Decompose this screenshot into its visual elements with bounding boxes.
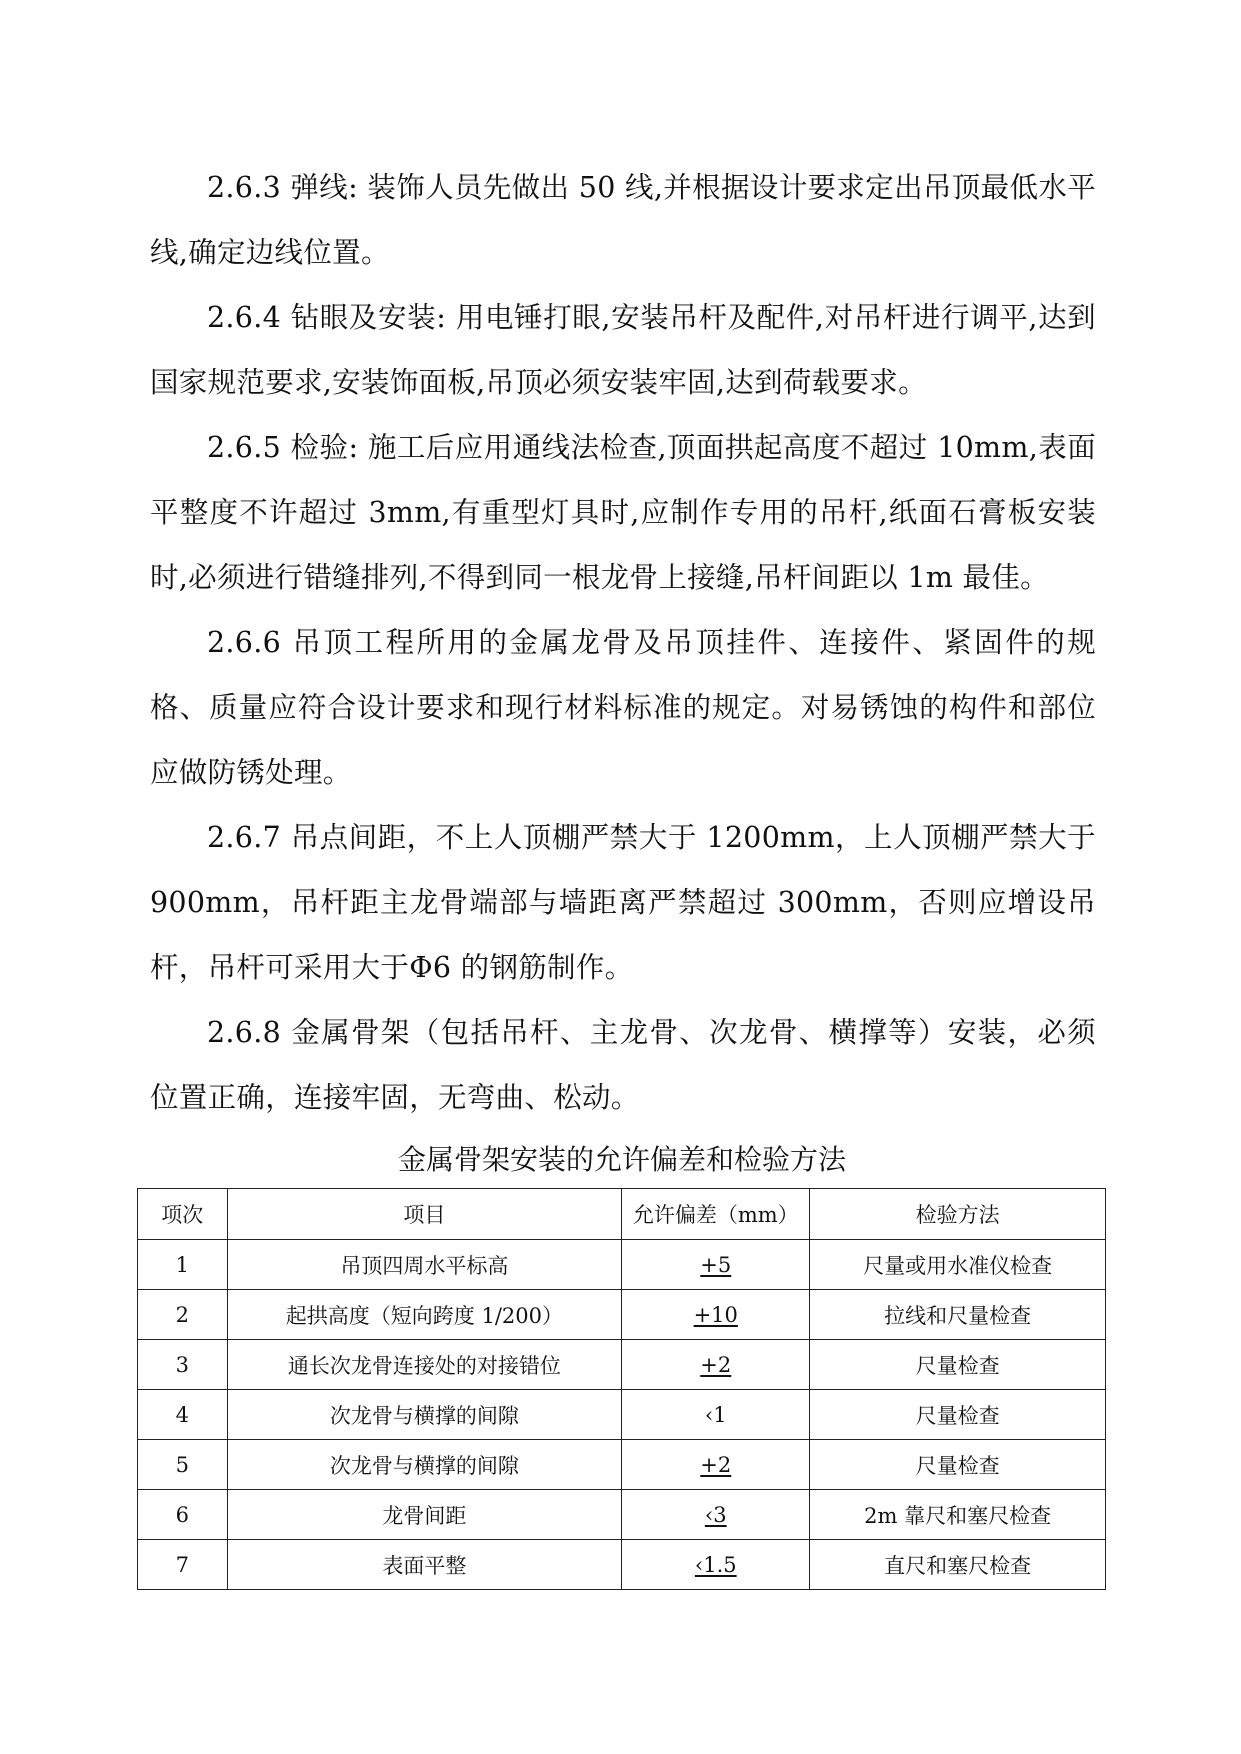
row-no: 2	[138, 1290, 228, 1340]
row-method: 尺量检查	[810, 1440, 1106, 1490]
table-row	[138, 1540, 1106, 1590]
header-no: 项次	[138, 1189, 228, 1240]
header-item: 项目	[227, 1189, 622, 1240]
paragraph-2-6-5: 2.6.5 检验: 施工后应用通线法检查,顶面拱起高度不超过 10mm,表面平整度不许超过 3mm,有重型灯具时,应制作专用的吊杆,纸面石膏板安装时,必须进行错缝排列,不得到同一根龙骨上接缝,吊杆间距以 1m 最佳。	[150, 431, 1096, 594]
table-row	[138, 1340, 1106, 1390]
tolerance-value: ‹3	[704, 1502, 727, 1527]
row-tolerance	[622, 1340, 810, 1390]
table-row	[138, 1440, 1106, 1490]
row-method: 尺量检查	[810, 1340, 1106, 1390]
header-tolerance: 允许偏差（mm）	[622, 1189, 810, 1240]
row-no: 3	[138, 1340, 228, 1390]
row-no: 4	[138, 1390, 228, 1440]
paragraph-2-6-4: 2.6.4 钻眼及安装: 用电锤打眼,安装吊杆及配件,对吊杆进行调平,达到国家规范要求,安装饰面板,吊顶必须安装牢固,达到荷载要求。	[150, 301, 1096, 399]
row-method: 尺量检查	[810, 1390, 1106, 1440]
tolerance-value: ‹1.5	[694, 1552, 737, 1577]
table-title: 金属骨架安装的允许偏差和检验方法	[397, 1143, 846, 1176]
row-item: 次龙骨与横撑的间隙	[227, 1440, 622, 1490]
tolerance-value: +2	[700, 1452, 732, 1477]
row-method: 直尺和塞尺检查	[810, 1540, 1106, 1590]
row-tolerance	[622, 1540, 810, 1590]
row-no: 1	[138, 1240, 228, 1290]
table-row	[138, 1240, 1106, 1290]
row-tolerance	[622, 1240, 810, 1290]
row-item: 起拱高度（短向跨度 1/200）	[227, 1290, 622, 1340]
tolerance-value: ‹1	[704, 1402, 727, 1427]
paragraph-2-6-3: 2.6.3 弹线: 装饰人员先做出 50 线,并根据设计要求定出吊顶最低水平线,确定边线位置。	[150, 171, 1096, 269]
row-item: 通长次龙骨连接处的对接错位	[227, 1340, 622, 1390]
tolerance-value: +5	[700, 1252, 732, 1277]
tolerance-value: +2	[700, 1352, 732, 1377]
header-method: 检验方法	[810, 1189, 1106, 1240]
paragraph-2-6-7: 2.6.7 吊点间距，不上人顶棚严禁大于 1200mm，上人顶棚严禁大于 900mm，吊杆距主龙骨端部与墙距离严禁超过 300mm，否则应增设吊杆，吊杆可采用大于Φ6 的钢筋制作。	[150, 821, 1096, 984]
row-tolerance	[622, 1390, 810, 1440]
table-row	[138, 1390, 1106, 1440]
row-item: 次龙骨与横撑的间隙	[227, 1390, 622, 1440]
row-no: 6	[138, 1490, 228, 1540]
paragraph-2-6-6: 2.6.6 吊顶工程所用的金属龙骨及吊顶挂件、连接件、紧固件的规格、质量应符合设计要求和现行材料标准的规定。对易锈蚀的构件和部位应做防锈处理。	[150, 626, 1096, 789]
table-header-row	[138, 1189, 1106, 1240]
table-row	[138, 1290, 1106, 1340]
tolerance-value: +10	[693, 1302, 738, 1327]
table-row	[138, 1490, 1106, 1540]
row-method: 2m 靠尺和塞尺检查	[810, 1490, 1106, 1540]
tolerance-table	[137, 1188, 1106, 1590]
row-tolerance	[622, 1290, 810, 1340]
row-item: 吊顶四周水平标高	[227, 1240, 622, 1290]
paragraph-2-6-8: 2.6.8 金属骨架（包括吊杆、主龙骨、次龙骨、横撑等）安装，必须位置正确，连接牢固，无弯曲、松动。	[150, 1016, 1096, 1114]
row-method: 拉线和尺量检查	[810, 1290, 1106, 1340]
row-no: 5	[138, 1440, 228, 1490]
row-method: 尺量或用水准仪检查	[810, 1240, 1106, 1290]
row-tolerance	[622, 1440, 810, 1490]
row-no: 7	[138, 1540, 228, 1590]
row-item: 龙骨间距	[227, 1490, 622, 1540]
row-item: 表面平整	[227, 1540, 622, 1590]
row-tolerance	[622, 1490, 810, 1540]
